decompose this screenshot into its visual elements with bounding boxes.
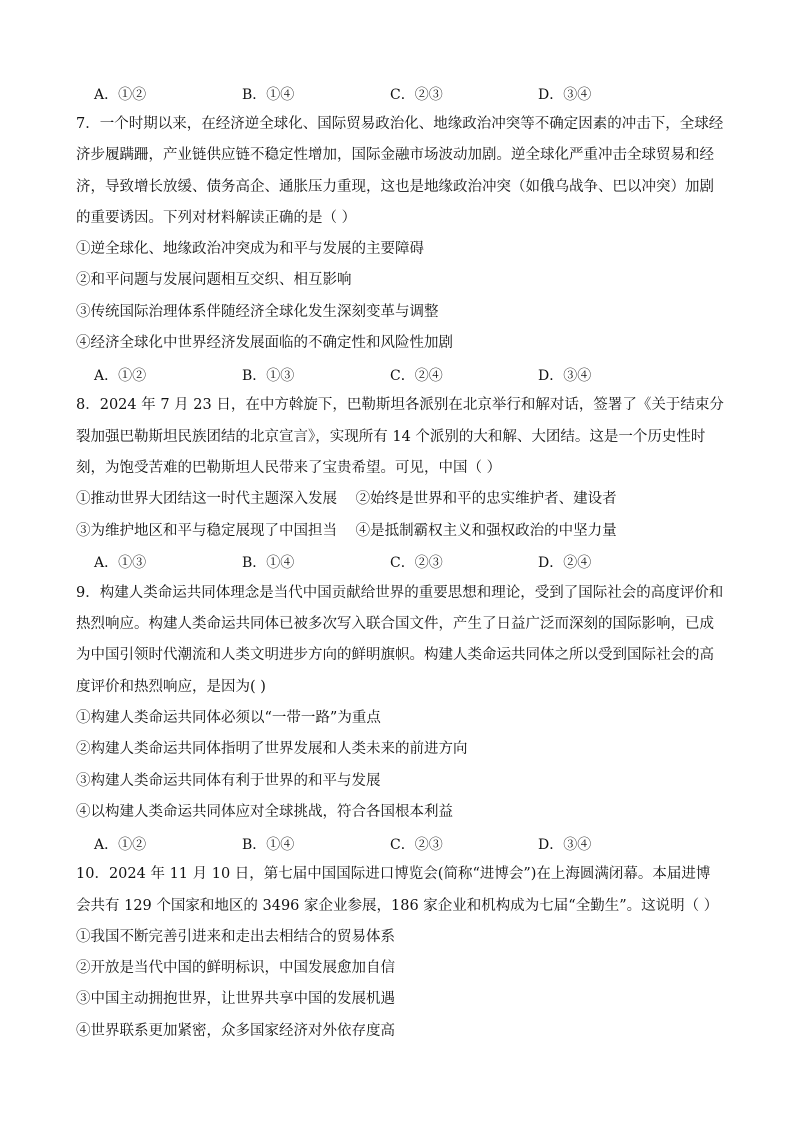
- q6-option-c[interactable]: C．②③: [390, 86, 443, 103]
- q10-item-4: ④世界联系更加紧密，众多国家经济对外依存度高: [76, 1022, 395, 1039]
- q9-item-4: ④以构建人类命运共同体应对全球挑战，符合各国根本利益: [76, 803, 453, 820]
- q9-item-2: ②构建人类命运共同体指明了世界发展和人类未来的前进方向: [76, 741, 468, 758]
- q8-options: [76, 547, 724, 578]
- q7-options: [76, 359, 724, 390]
- q9-option-b[interactable]: B．①④: [242, 836, 295, 853]
- q7-item-2: ②和平问题与发展问题相互交织、相互影响: [76, 272, 352, 289]
- q10-item-3: ③中国主动拥抱世界，让世界共享中国的发展机遇: [76, 991, 395, 1008]
- q8-item-3: ③为维护地区和平与稳定展现了中国担当: [76, 522, 337, 539]
- q6-options: [76, 78, 724, 109]
- q7-option-a[interactable]: A．①②: [94, 367, 147, 384]
- q9-stem: 9．构建人类命运共同体理念是当代中国贡献给世界的重要思想和理论，受到了国际社会的高度评价和热烈响应。构建人类命运共同体已被多次写入联合国文件，产生了日益广泛而深刻的国际影响，已成为中国引领时代潮流和人类文明进步方向的鲜明旗帜。构建人类命运共同体之所以受到国际社会的高度评价和热烈响应，是因为( ): [76, 584, 724, 695]
- q10-stem: 10．2024 年 11 月 10 日，第七届中国国际进口博览会(简称“进博会”)在上海圆满闭幕。本届进博会共有 129 个国家和地区的 3496 家企业参展，186 家企业和机构成为七届“全勤生”。这说明（ ）: [76, 866, 719, 914]
- q9-item-3: ③构建人类命运共同体有利于世界的和平与发展: [76, 772, 381, 789]
- q10-item-2: ②开放是当代中国的鲜明标识，中国发展愈加自信: [76, 960, 395, 977]
- q8-option-a[interactable]: A．①③: [94, 555, 147, 572]
- q8-items-row-1: [76, 484, 724, 515]
- q7-item-4: ④经济全球化中世界经济发展面临的不确定性和风险性加剧: [76, 335, 453, 352]
- q9-item-1: ①构建人类命运共同体必须以“一带一路”为重点: [76, 710, 381, 727]
- q7-item-3: ③传统国际治理体系伴随经济全球化发生深刻变革与调整: [76, 303, 439, 320]
- q7-item-1: ①逆全球化、地缘政治冲突成为和平与发展的主要障碍: [76, 241, 424, 258]
- q10-item-1: ①我国不断完善引进来和走出去相结合的贸易体系: [76, 928, 395, 945]
- q7-option-c[interactable]: C．②④: [390, 367, 443, 384]
- q8-item-4: ④是抵制霸权主义和强权政治的中坚力量: [355, 522, 617, 539]
- q8-option-c[interactable]: C．②③: [390, 555, 443, 572]
- q9-option-a[interactable]: A．①②: [94, 836, 147, 853]
- q9-option-d[interactable]: D．③④: [538, 836, 592, 853]
- q7-option-d[interactable]: D．③④: [538, 367, 592, 384]
- exam-page: [76, 78, 724, 1047]
- q6-option-a[interactable]: A．①②: [94, 86, 147, 103]
- q8-items-row-2: [76, 516, 724, 547]
- q9-options: [76, 828, 724, 859]
- q9-option-c[interactable]: C．②③: [390, 836, 443, 853]
- q8-item-1: ①推动世界大团结这一时代主题深入发展: [76, 491, 337, 508]
- q6-option-d[interactable]: D．③④: [538, 86, 592, 103]
- q7-option-b[interactable]: B．①③: [242, 367, 295, 384]
- q8-stem: 8．2024 年 7 月 23 日，在中方斡旋下，巴勒斯坦各派别在北京举行和解对话，签署了《关于结束分裂加强巴勒斯坦民族团结的北京宣言》，实现所有 14 个派别的大和解、大团结。这是一个历史性时刻，为饱受苦难的巴勒斯坦人民带来了宝贵希望。可见，中国（ ）: [76, 397, 724, 476]
- q8-option-d[interactable]: D．②④: [538, 555, 592, 572]
- q8-item-2: ②始终是世界和平的忠实维护者、建设者: [355, 491, 617, 508]
- q6-option-b[interactable]: B．①④: [242, 86, 295, 103]
- q8-option-b[interactable]: B．①④: [242, 555, 295, 572]
- q7-stem: 7．一个时期以来，在经济逆全球化、国际贸易政治化、地缘政治冲突等不确定因素的冲击下，全球经济步履蹒跚，产业链供应链不稳定性增加，国际金融市场波动加剧。逆全球化严重冲击全球贸易和经济，导致增长放缓、债务高企、通胀压力重现，这也是地缘政治冲突（如俄乌战争、巴以冲突）加剧的重要诱因。下列对材料解读正确的是（ ）: [76, 116, 724, 226]
